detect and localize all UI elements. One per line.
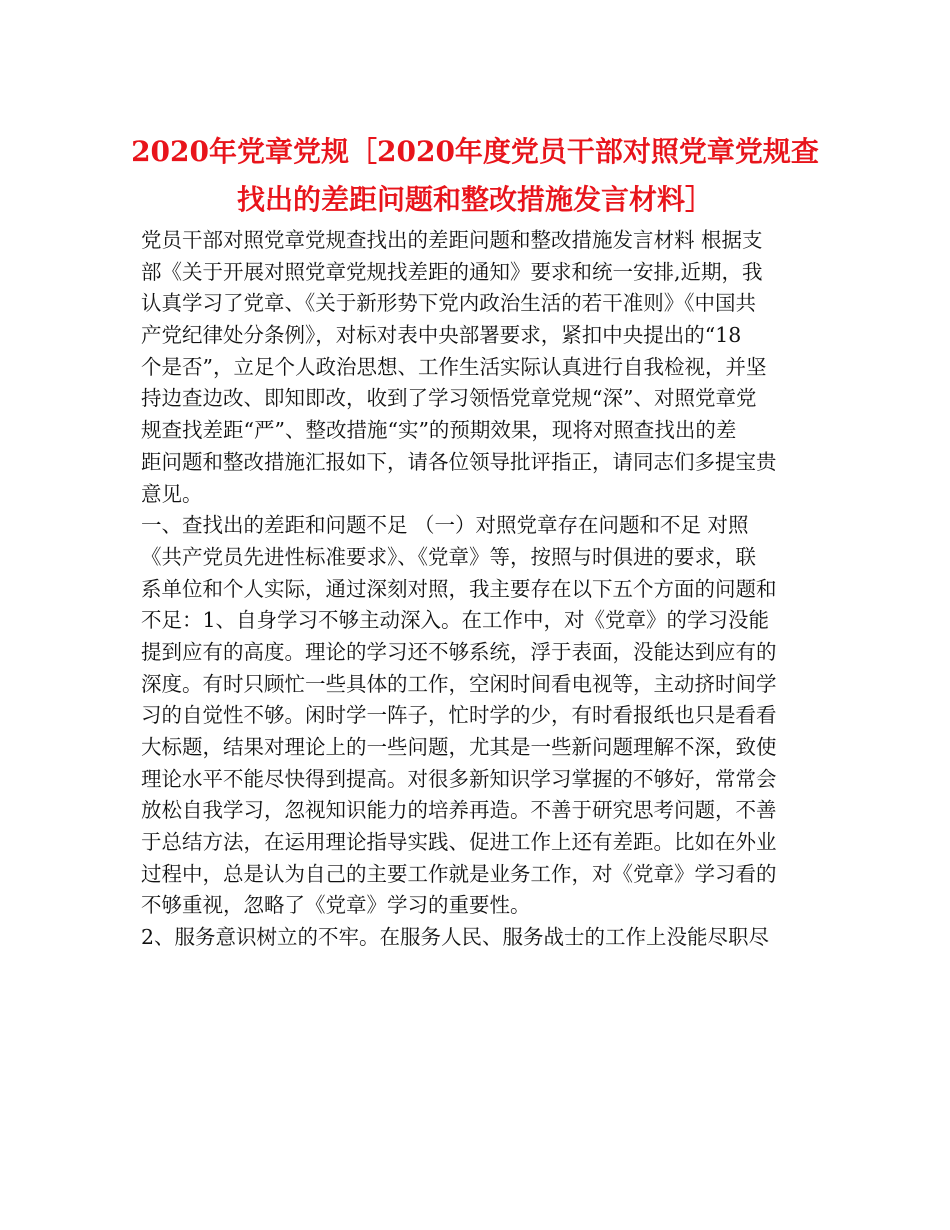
- body-line: 意见。: [141, 481, 203, 506]
- title-line: 找出的差距问题和整改措施发言材料］: [236, 183, 713, 216]
- body-line: 产党纪律处分条例》，对标对表中央部署要求，紧扣中央提出的“18: [141, 323, 742, 348]
- body-line: 系单位和个人实际，通过深刻对照，我主要存在以下五个方面的问题和: [141, 576, 777, 601]
- body-line: 于总结方法，在运用理论指导实践、促进工作上还有差距。比如在外业: [141, 830, 777, 855]
- body-line: 过程中，总是认为自己的主要工作就是业务工作，对《党章》学习看的: [141, 861, 777, 886]
- body-line: 不足：1、自身学习不够主动深入。在工作中，对《党章》的学习没能: [141, 608, 770, 633]
- body-line: 2、服务意识树立的不牢。在服务人民、服务战士的工作上没能尽职尽: [141, 925, 770, 950]
- body-line: 放松自我学习，忽视知识能力的培养再造。不善于研究思考问题，不善: [141, 798, 777, 823]
- document-body: [141, 225, 821, 954]
- body-line: 深度。有时只顾忙一些具体的工作，空闲时间看电视等，主动挤时间学: [141, 671, 777, 696]
- body-line: 理论水平不能尽快得到提高。对很多新知识学习掌握的不够好，常常会: [141, 766, 777, 791]
- body-line: 认真学习了党章、《关于新形势下党内政治生活的若干准则》《中国共: [141, 291, 756, 316]
- body-line: 大标题，结果对理论上的一些问题，尤其是一些新问题理解不深，致使: [141, 735, 777, 759]
- body-line: 部《关于开展对照党章党规找差距的通知》要求和统一安排,近期，我: [141, 259, 763, 284]
- body-line: 持边查边改、即知即改，收到了学习领悟党章党规“深”、对照党章党: [141, 386, 757, 411]
- body-line: 不够重视，忽略了《党章》学习的重要性。: [141, 893, 531, 918]
- body-line: 《共产党员先进性标准要求》、《党章》等，按照与时俱进的要求，联: [141, 544, 756, 569]
- body-line: 提到应有的高度。理论的学习还不够系统，浮于表面，没能达到应有的: [141, 639, 777, 664]
- document-title: [120, 128, 830, 224]
- body-line: 个是否”，立足个人政治思想、工作生活实际认真进行自我检视，并坚: [141, 354, 767, 379]
- body-line: 党员干部对照党章党规查找出的差距问题和整改措施发言材料 根据支: [141, 228, 763, 252]
- title-line: 2020年党章党规［2020年度党员干部对照党章党规查: [131, 135, 819, 168]
- body-line: 规查找差距“严”、整改措施“实”的预期效果，现将对照查找出的差: [141, 418, 737, 443]
- body-line: 习的自觉性不够。闲时学一阵子，忙时学的少，有时看报纸也只是看看: [141, 703, 777, 728]
- body-line: 一、查找出的差距和问题不足 （一）对照党章存在问题和不足 对照: [141, 513, 749, 538]
- body-line: 距问题和整改措施汇报如下，请各位领导批评指正，请同志们多提宝贵: [141, 449, 777, 474]
